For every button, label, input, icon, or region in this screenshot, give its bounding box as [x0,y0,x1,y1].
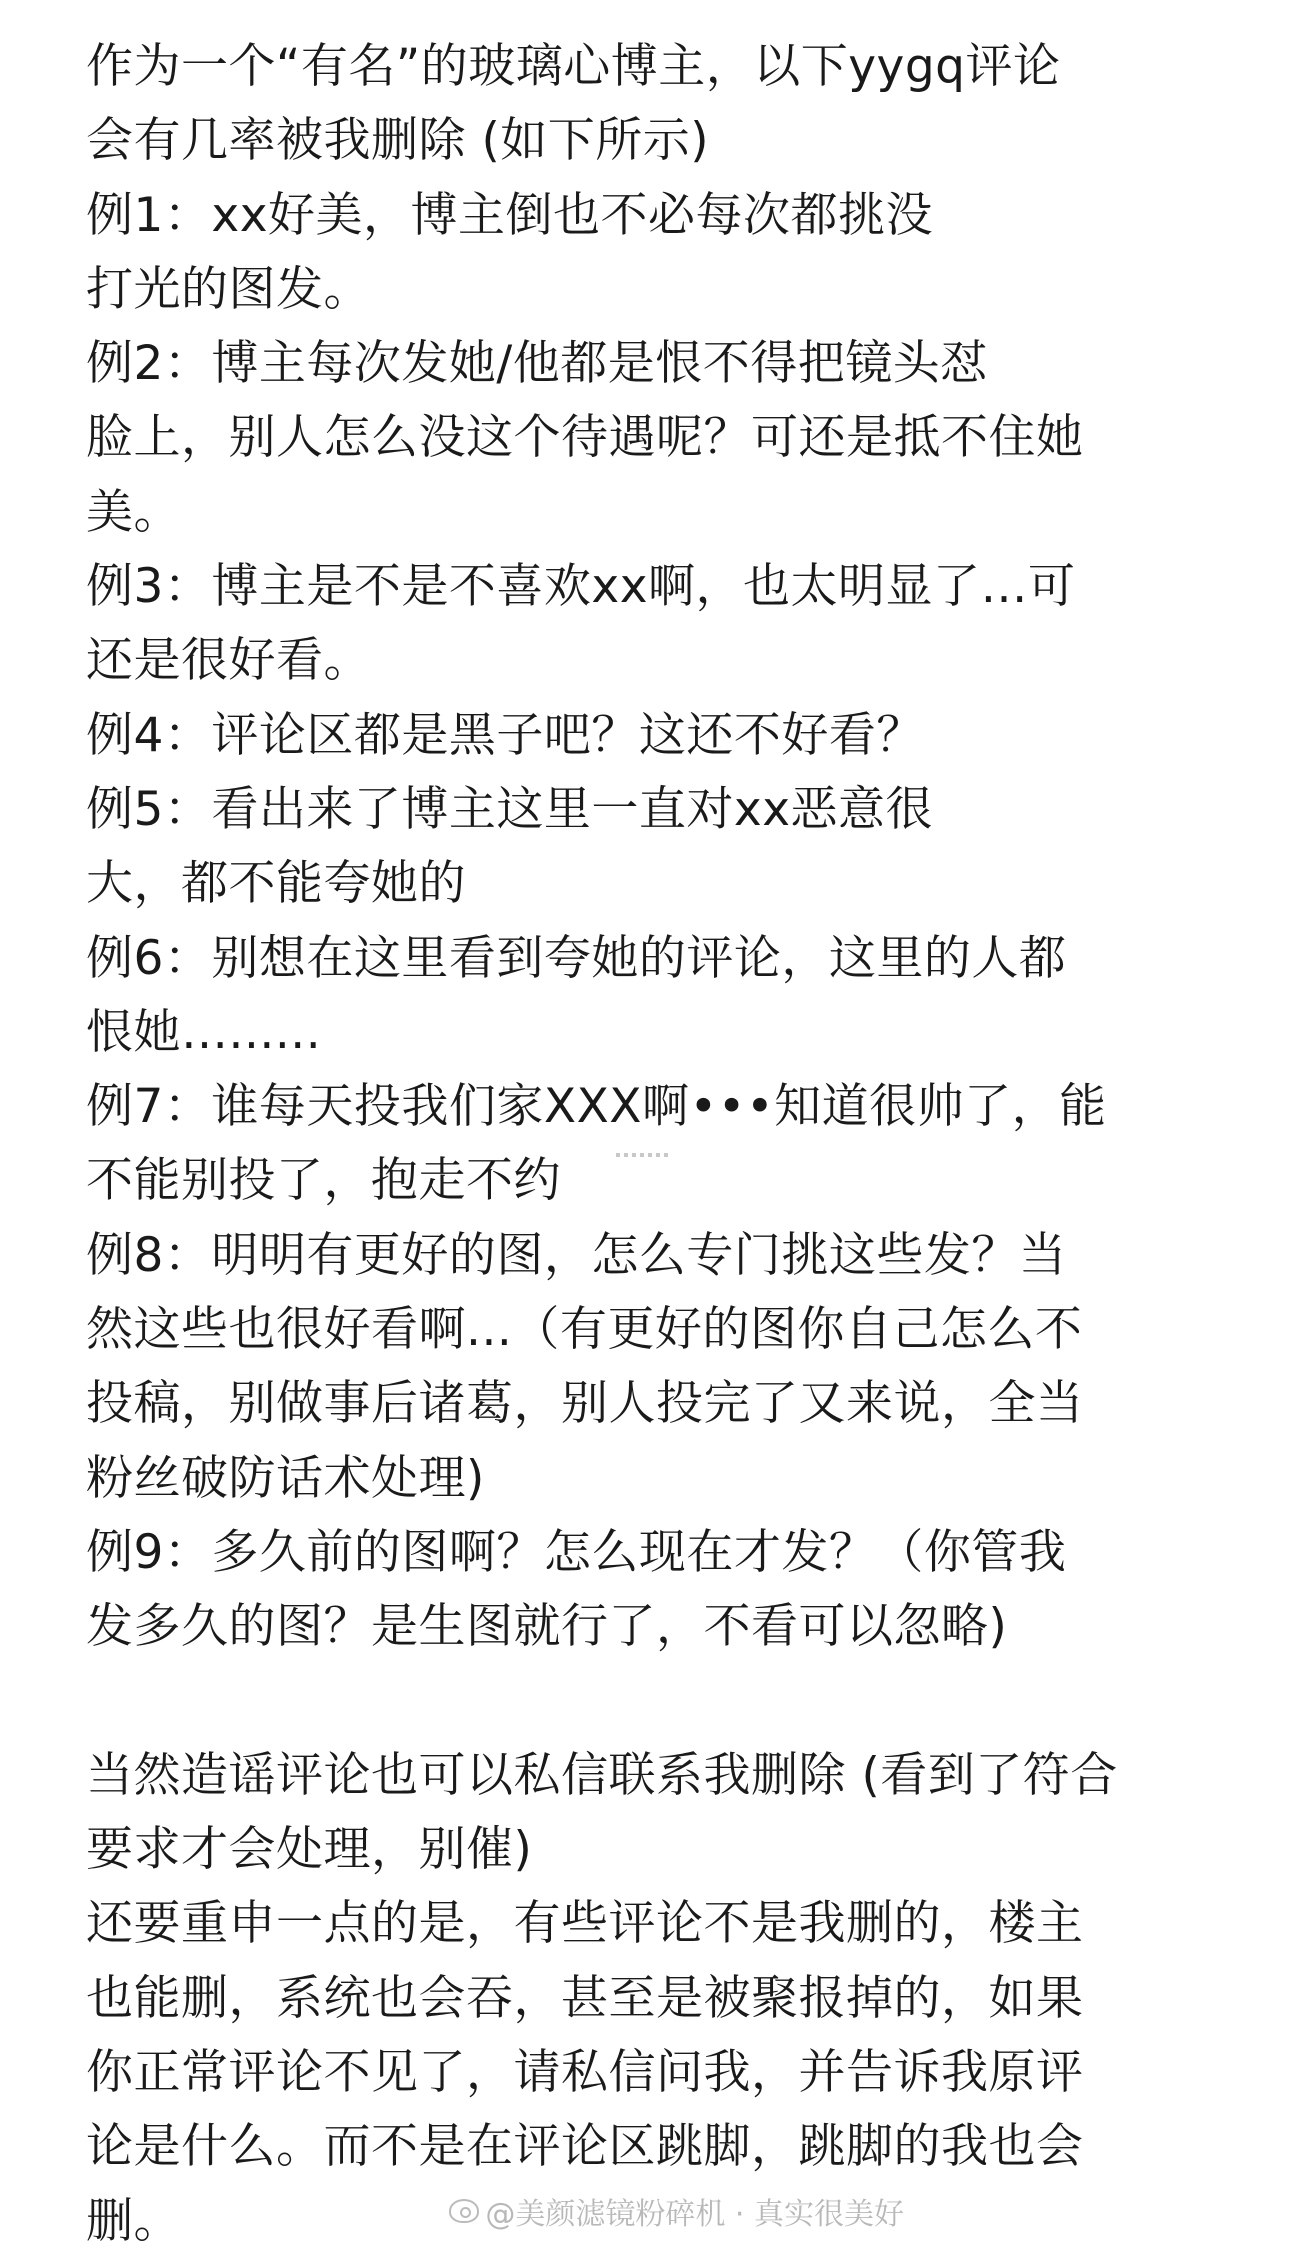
watermark-text: @美颜滤镜粉碎机 · 真实很美好 [485,2197,904,2232]
note-line: 打光的图发。 [86,261,371,317]
note-line: 不能别投了，抱走不约 [86,1153,561,1209]
note-line: 当然造谣评论也可以私信联系我删除 (看到了符合 [86,1747,1118,1803]
note-line: 还是很好看。 [86,633,371,689]
note-line-example-1: 例1：xx好美，博主倒也不必每次都挑没 [86,187,934,243]
note-line-example-8: 例8：明明有更好的图，怎么专门挑这些发？当 [86,1227,1067,1283]
note-line: 也能删，系统也会吞，甚至是被聚报掉的，如果 [86,1970,1084,2026]
note-line: 美。 [86,484,181,540]
note-line: 作为一个“有名”的玻璃心博主，以下yygq评论 [86,39,1061,94]
note-line-example-9: 例9：多久前的图啊？怎么现在才发？（你管我 [86,1524,1067,1580]
note-line: 还要重申一点的是，有些评论不是我删的，楼主 [86,1896,1084,1952]
dotted-overlay-mark [596,1140,684,1170]
note-line-example-4: 例4：评论区都是黑子吧？这还不好看？ [86,707,924,763]
note-line: 恨她…...... [86,1004,322,1060]
weibo-watermark [449,2189,904,2233]
note-line: 你正常评论不见了，请私信问我，并告诉我原评 [86,2045,1084,2101]
note-line-example-7: 例7：谁每天投我们家XXX啊•••知道很帅了，能 [86,1079,1107,1135]
note-line-example-2: 例2：博主每次发她/他都是恨不得把镜头怼 [86,336,988,392]
note-line-example-5: 例5：看出来了博主这里一直对xx恶意很 [86,781,934,837]
note-line: 会有几率被我删除 (如下所示) [86,113,710,169]
note-line: 投稿，别做事后诸葛，别人投完了又来说，全当 [86,1376,1084,1432]
weibo-logo-icon [449,2199,479,2223]
paragraph-spacer [86,1665,1246,1739]
note-line: 删。 [86,2193,181,2249]
note-line-example-6: 例6：别想在这里看到夸她的评论，这里的人都 [86,930,1067,986]
note-line: 粉丝破防话术处理) [86,1450,485,1506]
note-line: 论是什么。而不是在评论区跳脚，跳脚的我也会 [86,2119,1084,2175]
note-line-example-3: 例3：博主是不是不喜欢xx啊，也太明显了…可 [86,559,1076,615]
note-line: 脸上，别人怎么没这个待遇呢？可还是抵不住她 [86,410,1084,466]
note-line: 要求才会处理，别催) [86,1822,533,1878]
note-line: 发多久的图？是生图就行了，不看可以忽略) [86,1599,1008,1655]
note-line: 然这些也很好看啊...（有更好的图你自己怎么不 [86,1302,1083,1358]
note-line: 大，都不能夸她的 [86,856,466,912]
